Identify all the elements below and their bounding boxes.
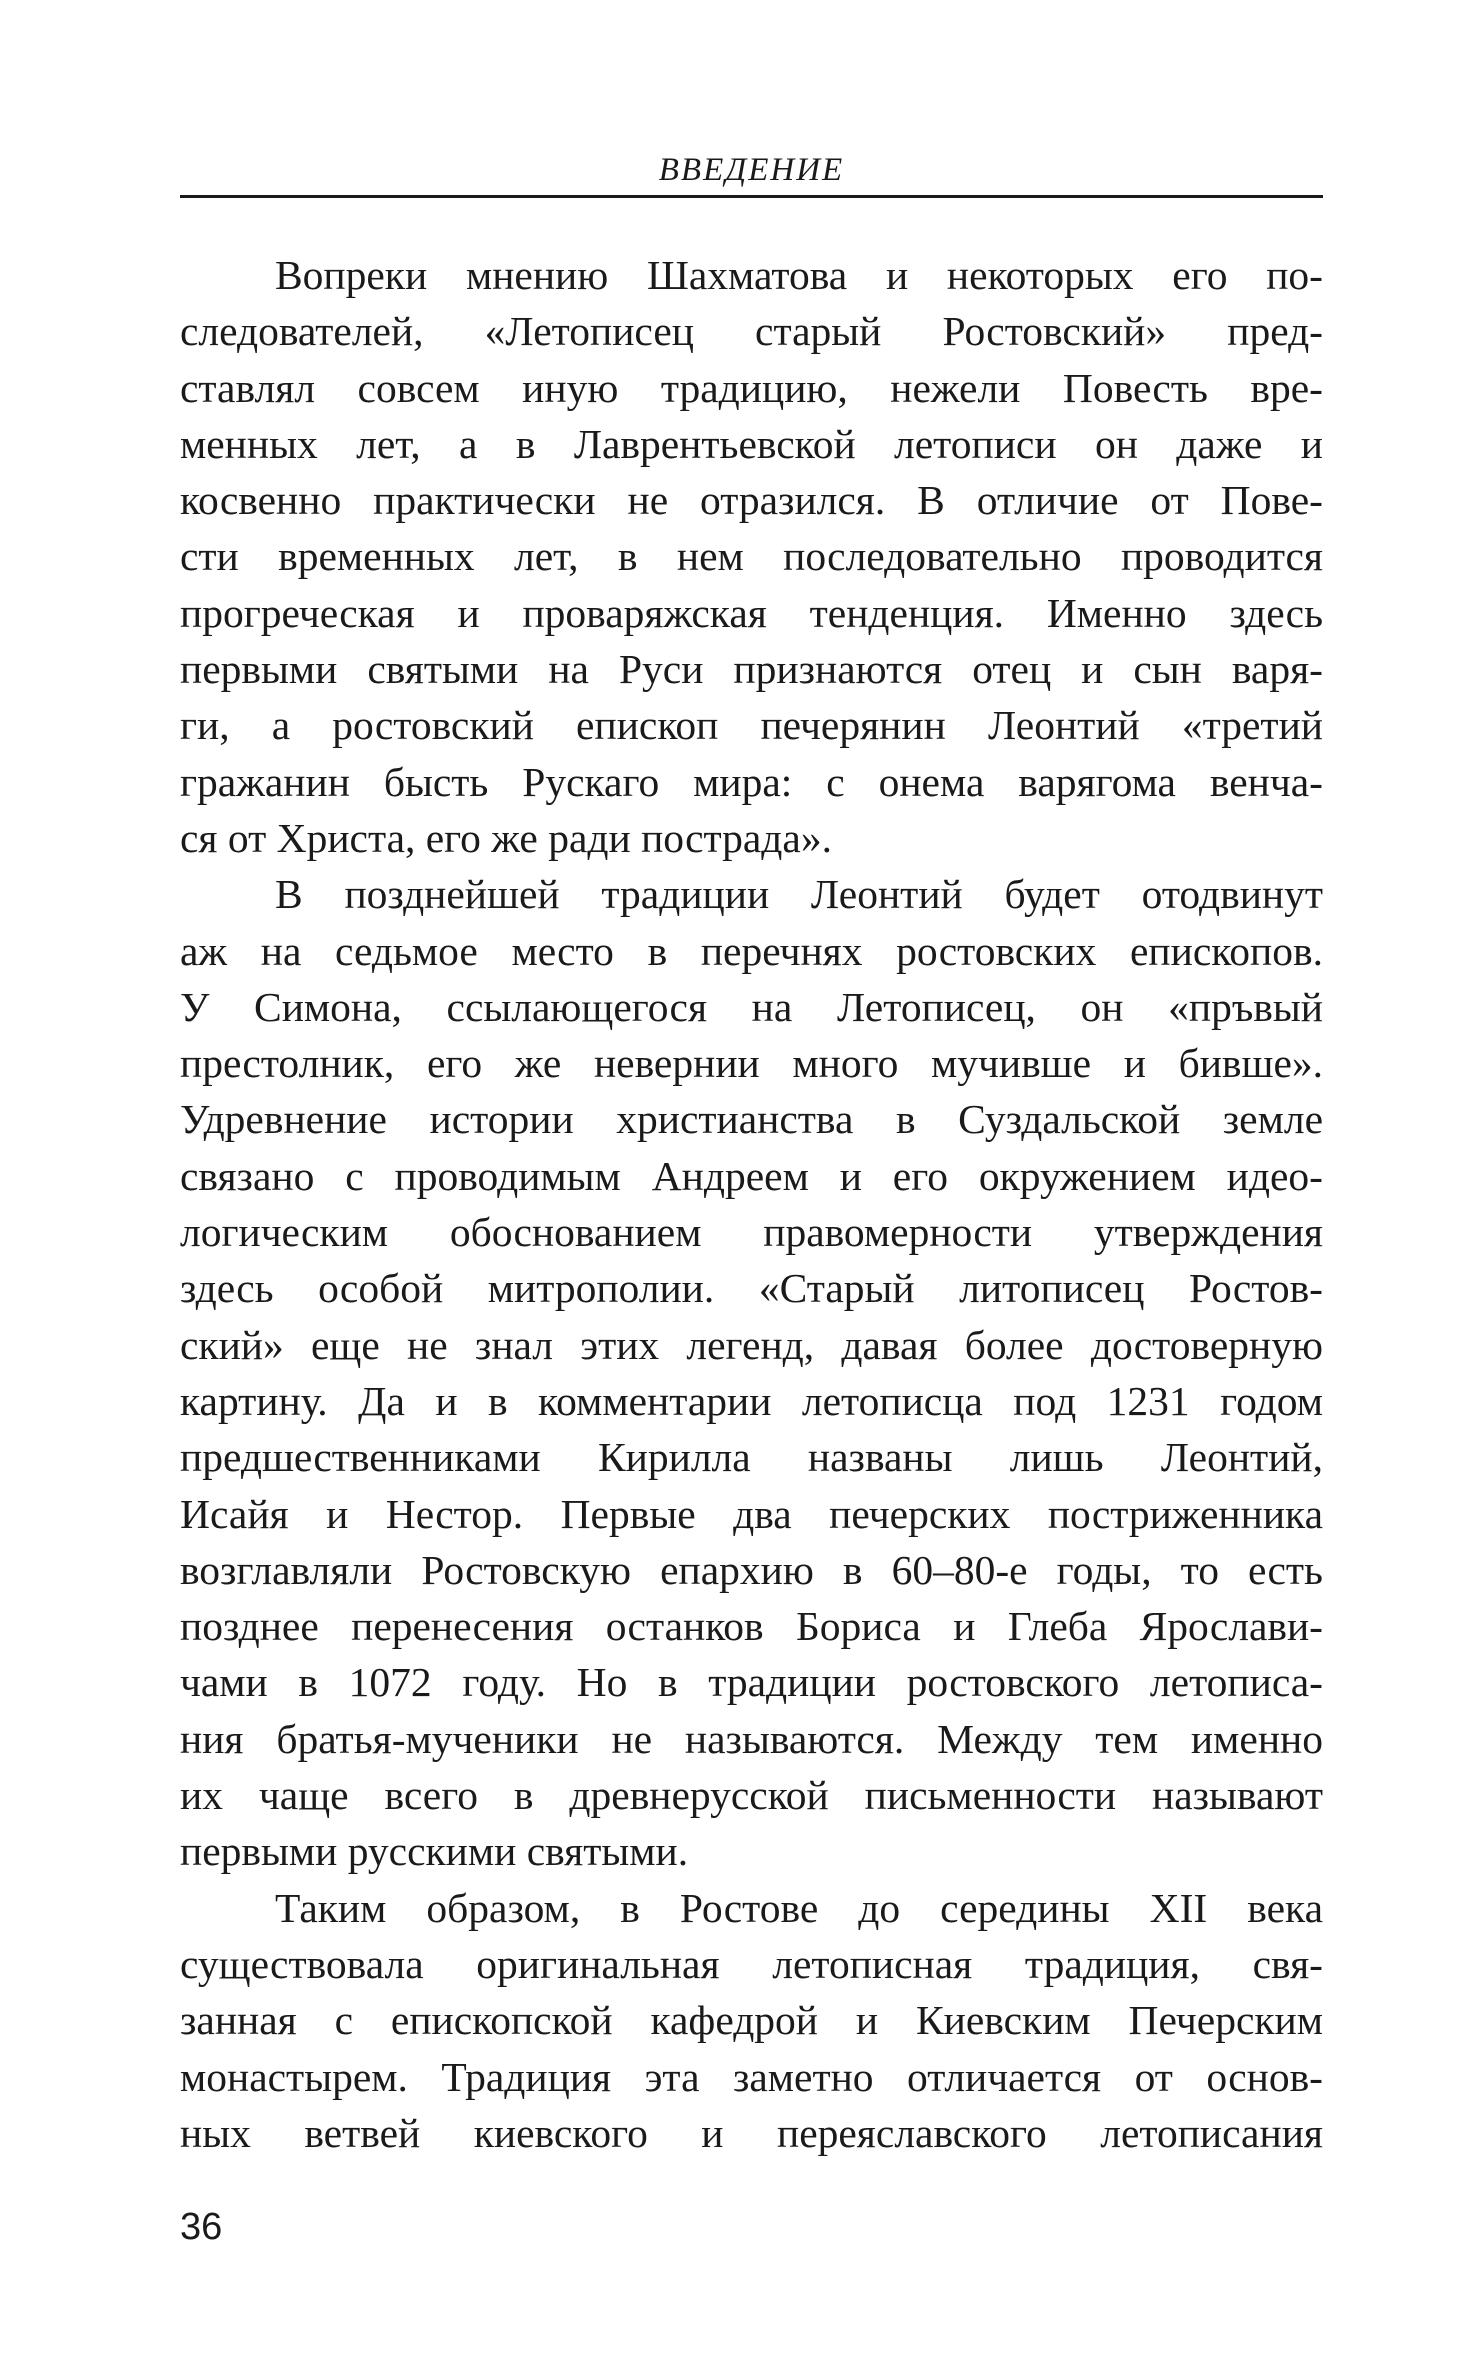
- text-line: занная с епископской кафедрой и Киевским Печерским: [180, 1997, 1323, 2044]
- text-line: монастырем. Традиция эта заметно отличается от основ-: [180, 2053, 1323, 2100]
- text-line: гражанин бысть Рускаго мира: с онема варягома венча-: [180, 758, 1323, 805]
- text-line: логическим обоснованием правомерности утверждения: [180, 1209, 1323, 1256]
- text-line: ский» еще не знал этих легенд, давая более достоверную: [180, 1321, 1323, 1368]
- text-line: сти временных лет, в нем последовательно проводится: [180, 533, 1323, 580]
- text-line: ных ветвей киевского и переяславского летописания: [180, 2109, 1323, 2156]
- text-line: следователей, «Летописец старый Ростовский» пред-: [180, 308, 1323, 355]
- text-line: первыми святыми на Руси признаются отец и сын варя-: [180, 646, 1323, 693]
- text-line: первыми русскими святыми.: [180, 1828, 689, 1875]
- text-line: аж на седьмое место в перечнях ростовских епископов.: [180, 927, 1323, 974]
- text-line: Исайя и Нестор. Первые два печерских постриженника: [180, 1490, 1323, 1537]
- text-line: возглавляли Ростовскую епархию в 60–80-е годы, то есть: [180, 1546, 1323, 1593]
- text-line: здесь особой митрополии. «Старый литописец Ростов-: [180, 1265, 1323, 1312]
- text-line: чами в 1072 году. Но в традиции ростовского летописа-: [180, 1659, 1323, 1706]
- text-line: престолник, его же невернии много мучивше и бивше».: [180, 1040, 1323, 1087]
- text-line: ги, а ростовский епископ печерянин Леонтий «третий: [180, 702, 1323, 749]
- header-rule: [180, 195, 1323, 198]
- text-line: позднее перенесения останков Бориса и Глеба Ярослави-: [180, 1603, 1323, 1650]
- text-line: Удревнение истории христианства в Суздальской земле: [180, 1096, 1323, 1143]
- text-line: ся от Христа, его же ради пострада».: [180, 814, 832, 861]
- running-header: ВВЕДЕНИЕ: [658, 152, 845, 188]
- page-number: 36: [180, 2206, 223, 2248]
- text-line: В позднейшей традиции Леонтий будет отодвинут: [275, 871, 1323, 918]
- body-text: [180, 247, 1323, 2161]
- text-line: их чаще всего в древнерусской письменности называют: [180, 1772, 1323, 1819]
- text-line: предшественниками Кирилла названы лишь Леонтий,: [180, 1434, 1323, 1481]
- text-line: Вопреки мнению Шахматова и некоторых его по-: [275, 252, 1323, 298]
- text-line: связано с проводимым Андреем и его окружением идео-: [180, 1152, 1323, 1199]
- text-line: ставлял совсем иную традицию, нежели Повесть вре-: [180, 364, 1323, 411]
- text-line: менных лет, а в Лаврентьевской летописи он даже и: [180, 420, 1323, 467]
- text-line: прогреческая и проваряжская тенденция. Именно здесь: [180, 589, 1323, 636]
- text-line: ния братья-мученики не называются. Между тем именно: [180, 1715, 1323, 1762]
- text-line: Таким образом, в Ростове до середины XII века: [275, 1884, 1323, 1931]
- text-line: У Симона, ссылающегося на Летописец, он «пръвый: [180, 983, 1323, 1030]
- text-line: существовала оригинальная летописная традиция, свя-: [180, 1940, 1323, 1987]
- text-line: картину. Да и в комментарии летописца под 1231 годом: [180, 1377, 1323, 1424]
- text-line: косвенно практически не отразился. В отличие от Пове-: [180, 477, 1323, 524]
